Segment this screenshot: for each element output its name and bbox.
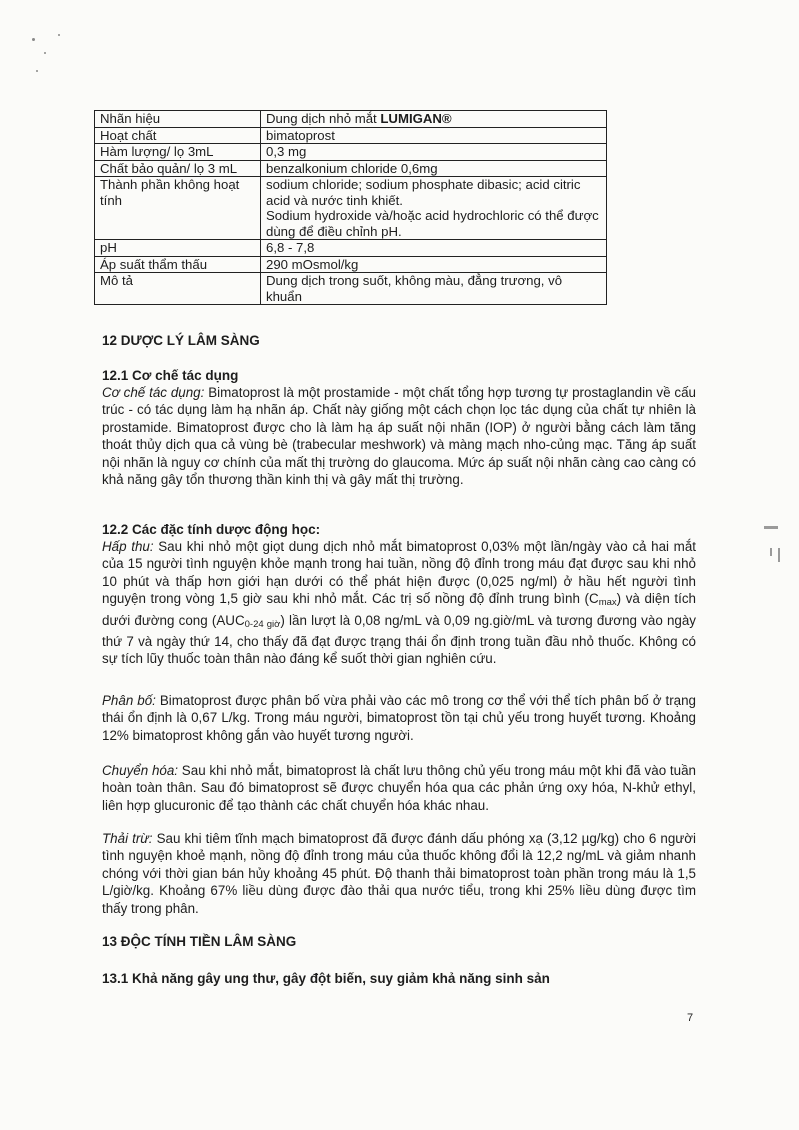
section-12-2-heading: 12.2 Các đặc tính dược động học: <box>102 522 321 537</box>
product-spec-table <box>94 110 607 305</box>
table-row <box>95 177 607 240</box>
spec-key: Chất bảo quản/ lọ 3 mL <box>95 160 261 177</box>
spec-key: Hoạt chất <box>95 127 261 144</box>
spec-key: Áp suất thẩm thấu <box>95 256 261 273</box>
table-row <box>95 127 607 144</box>
spec-key: Mô tả <box>95 273 261 305</box>
spec-key: Nhãn hiệu <box>95 111 261 128</box>
spec-key: Hàm lượng/ lọ 3mL <box>95 144 261 161</box>
table-row <box>95 111 607 128</box>
spec-key: pH <box>95 240 261 257</box>
spec-value: bimatoprost <box>261 127 607 144</box>
metabolism-paragraph: Chuyển hóa: Sau khi nhỏ mắt, bimatoprost là chất lưu thông chủ yếu trong máu một khi đã vào tuần hoàn toàn thân. Sau đó bimatoprost sẽ được chuyển hóa qua các phản ứng oxy hóa, N-khử ethyl, liên hợp glucuronic để tạo thành các chất chuyển hóa khác nhau. <box>102 763 696 813</box>
table-row <box>95 160 607 177</box>
scan-mark <box>764 526 778 529</box>
spec-value: 6,8 - 7,8 <box>261 240 607 257</box>
absorption-paragraph: Hấp thu: Sau khi nhỏ một giọt dung dịch nhỏ mắt bimatoprost 0,03% một lần/ngày vào cả hai mắt của 15 người tình nguyện khỏe mạnh trong hai tuần, nồng độ đỉnh trong máu đạt được sau khi nhỏ 10 phút và thấp hơn giới hạn dưới có thể phát hiện được (0,025 ng/ml) ở hầu hết người tình nguyện trong vòng 1,5 giờ sau khi nhỏ mắt. Các trị số nồng độ đỉnh trung bình $(C_{max})$ và diện tích dưới đường cong $(AUC_{0-24 giờ})$ lần lượt là 0,08 ng/mL và 0,09 ng.giờ/mL và tương đương vào ngày thứ 7 và ngày thứ 14, cho thấy đã đạt được trạng thái ổn định trong tuần đầu nhỏ thuốc. Không có sự tích lũy thuốc toàn thân nào đáng kể suốt thời gian nghiên cứu. <box>102 539 697 667</box>
spec-value: benzalkonium chloride 0,6mg <box>261 160 607 177</box>
spec-value: 0,3 mg <box>261 144 607 161</box>
section-12-1-heading: 12.1 Cơ chế tác dụng <box>102 368 239 383</box>
table-row <box>95 256 607 273</box>
page-number: 7 <box>687 1012 694 1024</box>
scan-mark <box>770 548 772 556</box>
section-12-heading: 12 DƯỢC LÝ LÂM SÀNG <box>102 333 260 348</box>
table-row <box>95 240 607 257</box>
scan-specks <box>30 30 90 80</box>
distribution-paragraph: Phân bố: Bimatoprost được phân bố vừa phải vào các mô trong cơ thể với thể tích phân bố ở trạng thái ổn định là 0,67 L/kg. Trong máu người, bimatoprost tồn tại chủ yếu trong huyết tương. Khoảng 12% bimatoprost không gắn vào huyết tương người. <box>102 693 696 743</box>
table-row <box>95 273 607 305</box>
elimination-paragraph: Thải trừ: Sau khi tiêm tĩnh mạch bimatoprost đã được đánh dấu phóng xạ (3,12 µg/kg) cho 6 người tình nguyện khoẻ mạnh, nồng độ đỉnh trong máu của thuốc không đổi là 12,2 ng/mL và giảm nhanh chóng với thời gian bán hủy khoảng 45 phút. Độ thanh thải bimatoprost toàn phần trong máu là 1,5 L/giờ/kg. Khoảng 67% liều dùng được đào thải qua nước tiểu, trong khi 25% liều dùng được tìm thấy trong phân. <box>102 831 696 916</box>
section-13-heading: 13 ĐỘC TÍNH TIỀN LÂM SÀNG <box>102 934 297 949</box>
section-13-1-heading: 13.1 Khả năng gây ung thư, gây đột biến, suy giảm khả năng sinh sản <box>102 971 550 986</box>
spec-value: 290 mOsmol/kg <box>261 256 607 273</box>
mechanism-paragraph: Cơ chế tác dụng: Bimatoprost là một prostamide - một chất tổng hợp tương tự prostaglandin về cấu trúc - có tác dụng làm hạ nhãn áp. Chất này giống một cách chọn lọc tác dụng của chất tự nhiên là prostamide. Bimatoprost được cho là làm hạ áp suất nội nhãn (IOP) ở người bằng cách làm tăng thoát thủy dịch qua cả vùng bè (trabecular meshwork) và màng mạch nho-củng mạc. Tăng áp suất nội nhãn là nguy cơ chính của mất thị trường do glaucoma. Mức áp suất nội nhãn càng cao càng có khả năng gây tổn thương thần kinh thị và gây mất thị trường. <box>102 385 696 488</box>
scan-mark <box>778 548 780 562</box>
spec-value: Dung dịch trong suốt, không màu, đẳng trương, vô khuẩn <box>261 273 607 305</box>
table-row <box>95 144 607 161</box>
spec-value: Dung dịch nhỏ mắt LUMIGAN® <box>261 111 607 128</box>
spec-value: sodium chloride; sodium phosphate dibasic; acid citric acid và nước tinh khiết. Sodium hydroxide và/hoặc acid hydrochloric có thể được dùng để điều chỉnh pH. <box>261 177 607 240</box>
spec-key: Thành phần không hoạt tính <box>95 177 261 240</box>
